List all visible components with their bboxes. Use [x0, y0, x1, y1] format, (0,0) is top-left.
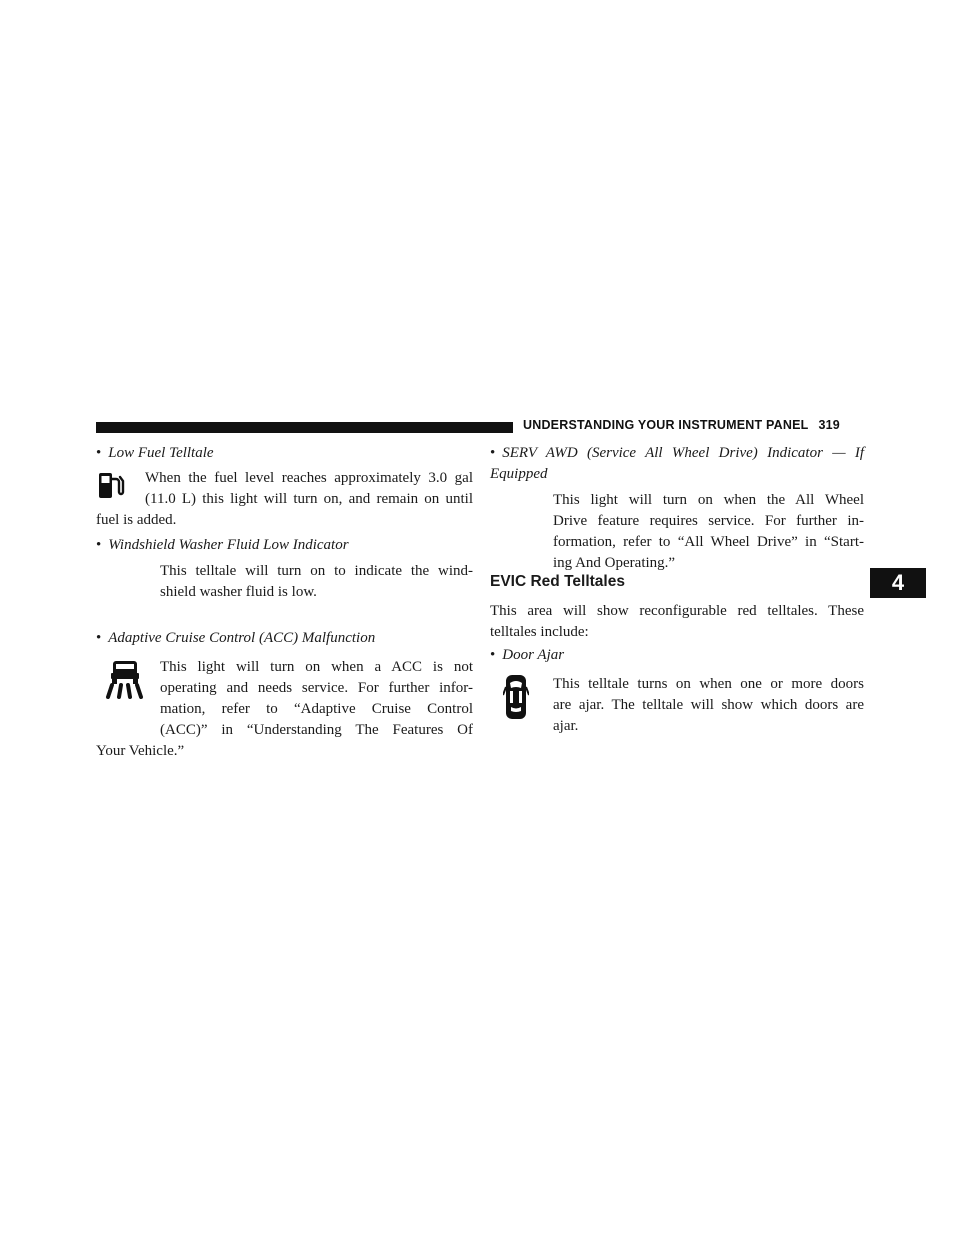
- header-title: UNDERSTANDING YOUR INSTRUMENT PANEL: [523, 418, 809, 432]
- text-line: (ACC)” in “Understanding The Features Of: [160, 722, 473, 738]
- text-line: mation, refer to “Adaptive Cruise Control: [160, 701, 473, 717]
- text-line: When the fuel level reaches approximately 3.0 gal: [145, 470, 473, 486]
- acc-text-wrap: [96, 741, 473, 762]
- serv-awd-title-line2: Equipped: [490, 466, 548, 482]
- washer-fluid-text: [160, 561, 473, 603]
- text-line: shield washer fluid is low.: [160, 584, 317, 600]
- door-ajar-icon: [503, 673, 529, 721]
- washer-fluid-title: Windshield Washer Fluid Low Indicator: [108, 537, 349, 553]
- door-ajar-heading: [490, 645, 564, 666]
- text-line: telltales include:: [490, 624, 589, 640]
- text-line: ing And Operating.”: [553, 555, 676, 571]
- door-ajar-title: Door Ajar: [502, 647, 565, 663]
- acc-title: Adaptive Cruise Control (ACC) Malfunction: [108, 630, 376, 646]
- washer-fluid-heading: [96, 535, 349, 556]
- text-line: fuel is added.: [96, 512, 177, 528]
- bullet-icon: •: [96, 537, 102, 553]
- evic-intro: [490, 601, 864, 643]
- page-number: 319: [818, 418, 840, 432]
- bullet-icon: •: [96, 445, 102, 461]
- acc-malfunction-icon: [103, 659, 145, 699]
- evic-heading: EVIC Red Telltales: [490, 573, 625, 590]
- header-rule: [96, 422, 513, 433]
- low-fuel-heading: [96, 443, 214, 464]
- acc-text-indented: [160, 657, 473, 741]
- text-line: This light will turn on when a ACC is not: [160, 659, 473, 675]
- acc-heading: [96, 628, 375, 649]
- low-fuel-text-wrap: [96, 510, 473, 531]
- serv-awd-title-line1: SERV AWD (Service All Wheel Drive) Indicator — If: [502, 445, 864, 461]
- text-line: This light will turn on when the All Wheel: [553, 492, 864, 508]
- chapter-tab: 4: [870, 568, 926, 598]
- text-line: Drive feature requires service. For further in-: [553, 513, 864, 529]
- fuel-pump-icon: [96, 470, 126, 500]
- text-line: Your Vehicle.”: [96, 743, 185, 759]
- text-line: This telltale turns on when one or more doors: [553, 676, 864, 692]
- bullet-icon: •: [490, 445, 496, 461]
- serv-awd-heading: [490, 443, 864, 485]
- serv-awd-text: [553, 490, 864, 574]
- text-line: (11.0 L) this light will turn on, and remain on until: [145, 491, 473, 507]
- text-line: This area will show reconfigurable red telltales. These: [490, 603, 864, 619]
- running-header: [523, 418, 840, 432]
- text-line: operating and needs service. For further infor-: [160, 680, 473, 696]
- low-fuel-text-indented: [145, 468, 473, 510]
- door-ajar-text: [553, 674, 864, 737]
- text-line: This telltale will turn on to indicate the wind-: [160, 563, 473, 579]
- bullet-icon: •: [490, 647, 496, 663]
- text-line: are ajar. The telltale will show which doors are: [553, 697, 864, 713]
- low-fuel-title: Low Fuel Telltale: [108, 445, 214, 461]
- text-line: ajar.: [553, 718, 579, 734]
- bullet-icon: •: [96, 630, 102, 646]
- text-line: formation, refer to “All Wheel Drive” in “Start-: [553, 534, 864, 550]
